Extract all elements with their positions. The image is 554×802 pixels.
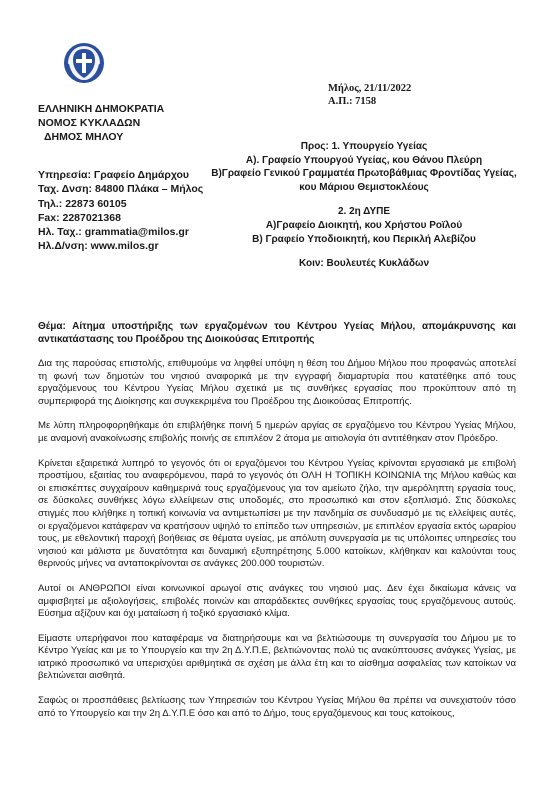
contact-line: Τηλ.: 22873 60105: [38, 197, 127, 210]
greek-coat-of-arms-icon: [62, 40, 106, 84]
date-protocol: [328, 82, 411, 108]
body-paragraph: Κρίνεται εξαιρετικά λυπηρό το γεγονός ότι οι εργαζόμενοι του Κέντρου Υγείας κρίνονται εργασιακά με επιβολή προστίμου, εξαιτίας του αναφερόμενου, παρά το γεγονός ότι ΟΛΗ Η ΤΟΠΙΚΗ ΚΟΙΝΩΝΙΑ της Μήλου καθώς και οι επισκέπτες συγχαίρουν καθημερινά τους εργαζόμενους για τον αμείωτο ζήλο, την αμερόληπτη εργασία τους, σε δύσκολες συνθήκες λόγω ελλείψεων στις υποδομές, στο προσωπικό και στον εξοπλισμό. Στις δύσκολες στιγμές που κλήθηκε η τοπική κοινωνία να αντιμετωπίσει με την πανδημία σε συνδυασμό με τις ελλείψεις αυτές, οι εργαζόμενοι κατάφεραν να κρατήσουν υψηλό το επίπεδο των υπηρεσιών, με επιπλέον εργασία εκτός ωραρίου τους, με εθελοντική παροχή βοήθειας σε θέματα υγείας, με απόλυτη συνεργασία με τις υπόλοιπες υπηρεσίες του νησιού και μάλιστα με δυνατότητα και δυναμική εξυπηρέτησης 5.000 κατοίκων, κλήθηκαν και καλούνται τους θερινούς μήνες να ανταποκρίνονται σε ανάγκες 200.000 τουριστών.: [38, 457, 516, 570]
org-line: ΕΛΛΗΝΙΚΗ ΔΗΜΟΚΡΑΤΙΑ: [38, 103, 165, 115]
recipient-line: 2. 2η ΔΥΠΕ: [337, 206, 391, 218]
contact-line: Ηλ. Ταχ.: grammatia@milos.gr: [38, 226, 189, 239]
protocol-number: Α.Π.: 7158: [328, 96, 377, 107]
recipient-line: Β)Γραφείο Γενικού Γραμματέα Πρωτοβάθμιας Φροντίδας Υγείας,: [211, 168, 517, 180]
recipient-line: κου Μάριου Θεμιστοκλέους: [299, 181, 429, 193]
date-line: Μήλος, 21/11/2022: [328, 83, 412, 94]
recipients-block: [205, 140, 523, 271]
contact-line: Ταχ. Δνση: 84800 Πλάκα – Μήλος: [38, 183, 204, 196]
org-line: ΔΗΜΟΣ ΜΗΛΟΥ: [44, 131, 124, 143]
letter-body: [38, 358, 516, 732]
contact-line: Ηλ.Δ/νση: www.milos.gr: [38, 240, 159, 253]
cc-line: Κοιν: Βουλευτές Κυκλάδων: [298, 258, 430, 270]
body-paragraph: Αυτοί οι ΑΝΘΡΩΠΟΙ είναι κοινωνικοί αρωγοί στις ανάγκες του νησιού μας. Δεν έχει δικαίωμα κάνεις να αμφισβητεί με αξιολογήσεις, επιβολές ποινών και απαράδεκτες συνθήκες εργασίας τους εργαζόμενους αυτούς. Εύσημα αξίζουν και όχι ματαίωση ή τοξικό εργασιακό κλίμα.: [38, 582, 516, 620]
body-paragraph: Είμαστε υπερήφανοι που καταφέραμε να διατηρήσουμε και να βελτιώσουμε τη συνεργασία του Δήμου με το Κέντρο Υγείας και με το Υπουργείο και την 2η Δ.Υ.Π.Ε, βελτιώνοντας πολύ τις ανακύπτουσες ανάγκες Υγείας, με ιατρικό προσωπικό να υπερισχύει αριθμητικά σε σχέση με άλλα έτη και το αίσθημα ασφαλείας των κατοίκων να βελτιώνεται αισθητά.: [38, 632, 516, 682]
body-paragraph: Σαφώς οι προσπάθειες βελτίωσης των Υπηρεσιών του Κέντρου Υγείας Μήλου θα πρέπει να συνεχιστούν τόσο από το Υπουργείο και την 2η Δ.Υ.Π.Ε όσο και από το Δήμο, τους εργαζόμενους και τους κατοίκους,: [38, 695, 516, 719]
org-line: ΝΟΜΟΣ ΚΥΚΛΑΔΩΝ: [38, 117, 141, 129]
body-paragraph: Δια της παρούσας επιστολής, επιθυμούμε να ληφθεί υπόψη η θέση του Δήμου Μήλου που προφανώς αποτελεί τη φωνή των δημοτών του νησιού αναφορικά με την εγγραφή διαμαρτυρία που κατατέθηκε από τους εργαζόμενους του Κέντρου Υγείας Μήλου σχετικά με τις συνθήκες εργασίας που προκύπτουν από τη συμπεριφορά της Διοίκησης και συγκεκριμένα του Προέδρου της Διοικούσας Επιτροπής.: [38, 358, 516, 407]
contact-line: Υπηρεσία: Γραφείο Δημάρχου: [38, 169, 190, 181]
recipient-line: Α)Γραφείο Διοικητή, κου Χρήστου Ροϊλού: [265, 219, 463, 231]
body-paragraph: Με λύπη πληροφορηθήκαμε ότι επιβλήθηκε ποινή 5 ημερών αργίας σε εργαζόμενο του Κέντρου Υγείας Μήλου, με αναμονή ανακοίνωσης επιβολής ποινής σε επιπλέον 2 άτομα με αιτιολογία ότι αντιτέθηκαν στον Πρόεδρο.: [38, 420, 516, 444]
recipient-line: Β) Γραφείο Υποδιοικητή, κου Περικλή Αλεβίζου: [252, 233, 476, 245]
organization-name: [38, 102, 164, 144]
contact-details: [38, 168, 203, 254]
recipient-line: Α). Γραφείο Υπουργού Υγείας, κου Θάνου Πλεύρη: [245, 154, 483, 166]
contact-line: Fax: 2287021368: [38, 211, 121, 224]
subject-line: Θέμα: Αίτημα υποστήριξης των εργαζομένων του Κέντρου Υγείας Μήλου, απομάκρυνσης και αντικατάστασης του Προέδρου της Διοικούσας Επιτροπής: [38, 321, 516, 345]
recipient-line: Προς: 1. Υπουργείο Υγείας: [300, 141, 428, 152]
